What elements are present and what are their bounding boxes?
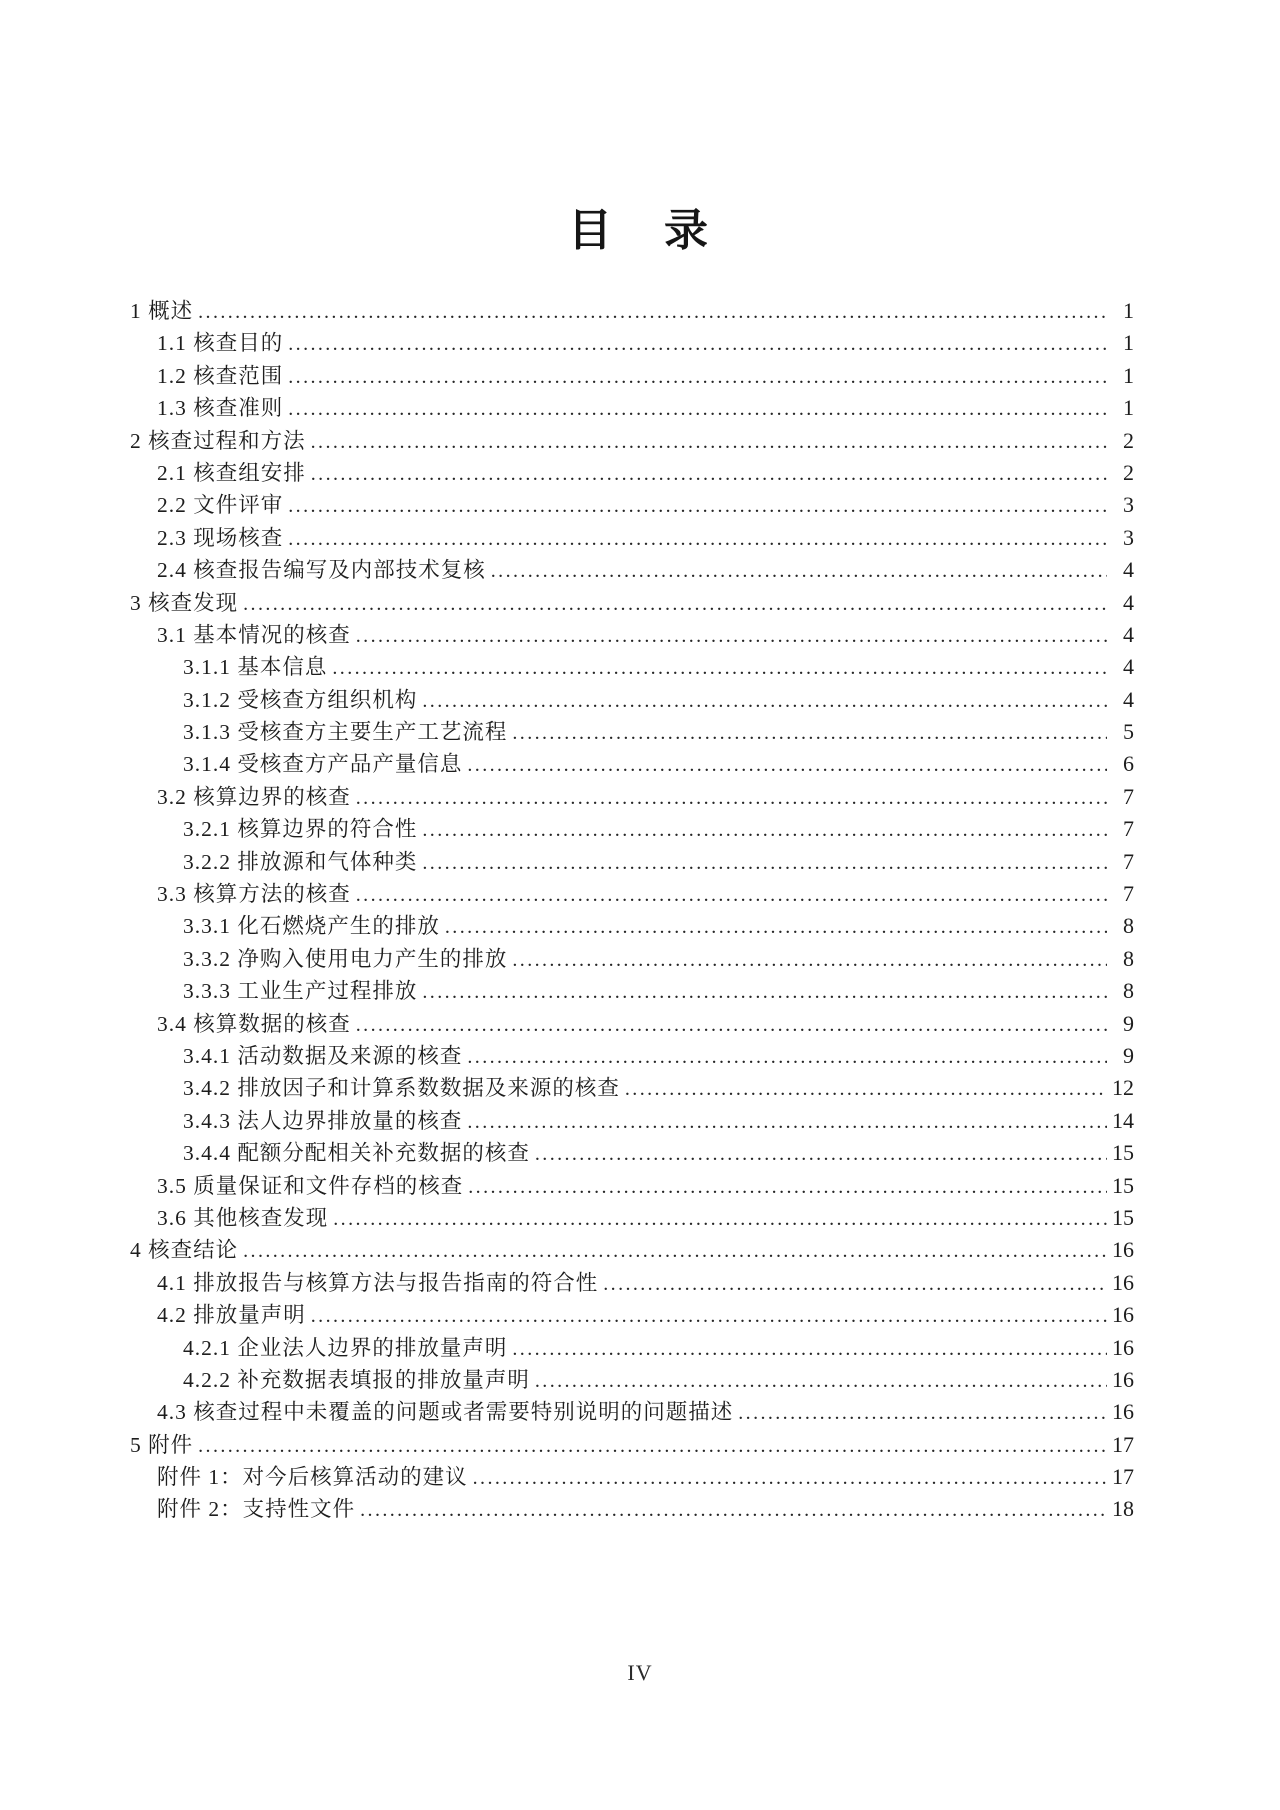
toc-dot-leader [243, 587, 1107, 620]
toc-entry [130, 1429, 1134, 1461]
toc-entry-label: 3.1.3 受核查方主要生产工艺流程 [183, 720, 508, 745]
toc-entry-label: 5 附件 [130, 1432, 194, 1457]
toc-entry [130, 1008, 1134, 1040]
toc-entry [130, 619, 1134, 651]
toc-entry [130, 1332, 1134, 1364]
toc-dot-leader [360, 1493, 1107, 1526]
toc-entry-page: 3 [1123, 524, 1134, 550]
toc-entry-page: 7 [1123, 881, 1134, 907]
toc-entry-page: 18 [1112, 1496, 1134, 1522]
toc-entry [130, 1493, 1134, 1525]
toc-entry-page: 2 [1123, 459, 1134, 485]
toc-dot-leader [288, 489, 1107, 522]
toc-dot-leader [512, 943, 1107, 976]
toc-entry-label: 1 概述 [130, 299, 194, 323]
toc-entry-page: 4 [1123, 557, 1134, 583]
toc-entry-page: 16 [1112, 1237, 1134, 1263]
toc-entry [130, 1267, 1134, 1299]
toc-dot-leader [311, 1299, 1107, 1332]
toc-entry-label: 3.2 核算边界的核查 [157, 784, 351, 809]
toc-entry-label: 3.4.2 排放因子和计算系数数据及来源的核查 [183, 1076, 620, 1101]
toc-entry [130, 878, 1134, 910]
toc-entry-label: 附件 2：支持性文件 [157, 1497, 356, 1522]
toc-entry-label: 3.2.1 核算边界的符合性 [183, 817, 418, 842]
page-number-footer: IV [627, 1660, 653, 1685]
toc-dot-leader [467, 748, 1107, 781]
toc-entry [130, 716, 1134, 748]
toc-entry-page: 1 [1123, 362, 1134, 388]
toc-entry-label: 4.2.1 企业法人边界的排放量声明 [183, 1335, 508, 1360]
toc-entry-label: 3.4 核算数据的核查 [157, 1011, 351, 1036]
toc-entry-label: 3.2.2 排放源和气体种类 [183, 849, 418, 874]
toc-dot-leader [333, 1202, 1107, 1235]
toc-entry [130, 457, 1134, 489]
toc-entry [130, 295, 1134, 327]
toc-dot-leader [356, 619, 1107, 652]
toc-entry-label: 3.6 其他核查发现 [157, 1205, 329, 1230]
toc-entry-page: 8 [1123, 945, 1134, 971]
toc-entry [130, 1299, 1134, 1331]
toc-entry-page: 2 [1123, 427, 1134, 453]
toc-entry [130, 489, 1134, 521]
toc-dot-leader [288, 392, 1107, 425]
toc-dot-leader [467, 1040, 1107, 1073]
toc-entry-label: 3 核查发现 [130, 590, 239, 615]
toc-entry [130, 813, 1134, 845]
toc-entry-page: 16 [1112, 1334, 1134, 1360]
toc-entry-page: 16 [1112, 1366, 1134, 1392]
toc-dot-leader [288, 522, 1107, 555]
toc-entry [130, 327, 1134, 359]
toc-list [130, 295, 1134, 1526]
toc-entry-label: 2.2 文件评审 [157, 493, 284, 518]
toc-entry-label: 1.1 核查目的 [157, 331, 284, 356]
toc-entry-label: 4.1 排放报告与核算方法与报告指南的符合性 [157, 1270, 599, 1295]
toc-entry [130, 360, 1134, 392]
toc-entry-label: 3.4.3 法人边界排放量的核查 [183, 1108, 463, 1133]
toc-entry-page: 1 [1123, 395, 1134, 421]
toc-entry [130, 1170, 1134, 1202]
toc-dot-leader [422, 813, 1107, 846]
toc-entry-page: 1 [1123, 298, 1134, 323]
toc-entry-label: 2.1 核查组安排 [157, 460, 306, 485]
toc-dot-leader [512, 716, 1107, 749]
toc-entry [130, 975, 1134, 1007]
toc-entry-page: 6 [1123, 751, 1134, 777]
toc-dot-leader [198, 295, 1107, 328]
toc-entry-page: 17 [1112, 1431, 1134, 1457]
toc-entry-label: 1.2 核查范围 [157, 363, 284, 388]
toc-entry-page: 12 [1112, 1075, 1134, 1101]
toc-entry [130, 943, 1134, 975]
toc-entry-label: 3.1.1 基本信息 [183, 655, 328, 680]
toc-entry [130, 587, 1134, 619]
toc-entry-page: 16 [1112, 1399, 1134, 1425]
toc-entry-label: 3.1 基本情况的核查 [157, 622, 351, 647]
toc-entry-page: 16 [1112, 1302, 1134, 1328]
toc-entry-label: 3.3.2 净购入使用电力产生的排放 [183, 946, 508, 971]
toc-dot-leader [512, 1332, 1107, 1365]
toc-dot-leader [422, 684, 1107, 717]
toc-entry-page: 8 [1123, 978, 1134, 1004]
toc-entry [130, 910, 1134, 942]
toc-entry [130, 392, 1134, 424]
toc-entry-label: 3.4.1 活动数据及来源的核查 [183, 1043, 463, 1068]
toc-entry-label: 3.5 质量保证和文件存档的核查 [157, 1173, 464, 1198]
toc-dot-leader [356, 781, 1107, 814]
toc-dot-leader [243, 1234, 1107, 1267]
toc-dot-leader [356, 1008, 1107, 1041]
toc-entry [130, 684, 1134, 716]
toc-entry-label: 4 核查结论 [130, 1238, 239, 1263]
toc-dot-leader [288, 360, 1107, 393]
toc-entry [130, 1234, 1134, 1266]
toc-entry [130, 1461, 1134, 1493]
toc-dot-leader [535, 1137, 1107, 1170]
toc-entry [130, 1105, 1134, 1137]
toc-dot-leader [738, 1396, 1107, 1429]
toc-entry-page: 9 [1123, 1042, 1134, 1068]
toc-entry-page: 7 [1123, 816, 1134, 842]
toc-entry [130, 651, 1134, 683]
toc-entry [130, 1396, 1134, 1428]
toc-dot-leader [311, 457, 1107, 490]
toc-entry-page: 4 [1123, 589, 1134, 615]
toc-entry-label: 1.3 核查准则 [157, 396, 284, 421]
toc-entry-page: 9 [1123, 1010, 1134, 1036]
toc-entry-label: 3.3 核算方法的核查 [157, 882, 351, 907]
toc-entry-label: 2.4 核查报告编写及内部技术复核 [157, 558, 486, 583]
toc-dot-leader [288, 327, 1107, 360]
toc-entry-label: 3.3.3 工业生产过程排放 [183, 979, 418, 1004]
toc-entry-label: 2 核查过程和方法 [130, 428, 306, 453]
toc-dot-leader [311, 425, 1107, 458]
toc-entry-label: 3.1.4 受核查方产品产量信息 [183, 752, 463, 777]
toc-entry-page: 7 [1123, 783, 1134, 809]
toc-entry-page: 3 [1123, 492, 1134, 518]
toc-dot-leader [445, 910, 1107, 943]
toc-dot-leader [535, 1364, 1107, 1397]
toc-entry [130, 1137, 1134, 1169]
toc-dot-leader [473, 1461, 1107, 1494]
toc-dot-leader [332, 651, 1107, 684]
toc-dot-leader [422, 975, 1107, 1008]
toc-entry [130, 1040, 1134, 1072]
toc-entry-page: 15 [1112, 1172, 1134, 1198]
toc-dot-leader [422, 846, 1107, 879]
toc-entry-page: 8 [1123, 913, 1134, 939]
toc-dot-leader [625, 1072, 1107, 1105]
toc-entry-label: 3.1.2 受核查方组织机构 [183, 687, 418, 712]
toc-dot-leader [198, 1429, 1107, 1462]
toc-dot-leader [356, 878, 1107, 911]
toc-entry [130, 554, 1134, 586]
toc-title: 目 录 [568, 206, 712, 255]
toc-entry-label: 3.4.4 配额分配相关补充数据的核查 [183, 1141, 530, 1166]
toc-entry-page: 5 [1123, 719, 1134, 745]
toc-entry [130, 781, 1134, 813]
toc-dot-leader [491, 554, 1107, 587]
toc-dot-leader [603, 1267, 1107, 1300]
toc-entry-page: 4 [1123, 686, 1134, 712]
toc-entry-page: 1 [1123, 330, 1134, 356]
toc-entry [130, 1202, 1134, 1234]
toc-entry-page: 4 [1123, 621, 1134, 647]
toc-entry [130, 1072, 1134, 1104]
toc-entry-page: 16 [1112, 1269, 1134, 1295]
toc-entry-label: 3.3.1 化石燃烧产生的排放 [183, 914, 440, 939]
toc-entry-label: 4.2.2 补充数据表填报的排放量声明 [183, 1367, 530, 1392]
toc-entry-label: 4.2 排放量声明 [157, 1303, 306, 1328]
toc-entry [130, 425, 1134, 457]
toc-entry-page: 14 [1112, 1107, 1134, 1133]
toc-entry-label: 2.3 现场核查 [157, 525, 284, 550]
toc-entry-page: 17 [1112, 1464, 1134, 1490]
toc-entry-page: 15 [1112, 1140, 1134, 1166]
toc-entry-page: 15 [1112, 1204, 1134, 1230]
toc-entry [130, 1364, 1134, 1396]
toc-entry-label: 4.3 核查过程中未覆盖的问题或者需要特别说明的问题描述 [157, 1400, 734, 1425]
toc-dot-leader [468, 1170, 1107, 1203]
toc-dot-leader [467, 1105, 1107, 1138]
toc-entry-page: 4 [1123, 654, 1134, 680]
toc-entry [130, 522, 1134, 554]
toc-entry [130, 846, 1134, 878]
toc-entry-page: 7 [1123, 848, 1134, 874]
toc-entry-label: 附件 1：对今后核算活动的建议 [157, 1465, 468, 1490]
toc-entry [130, 748, 1134, 780]
